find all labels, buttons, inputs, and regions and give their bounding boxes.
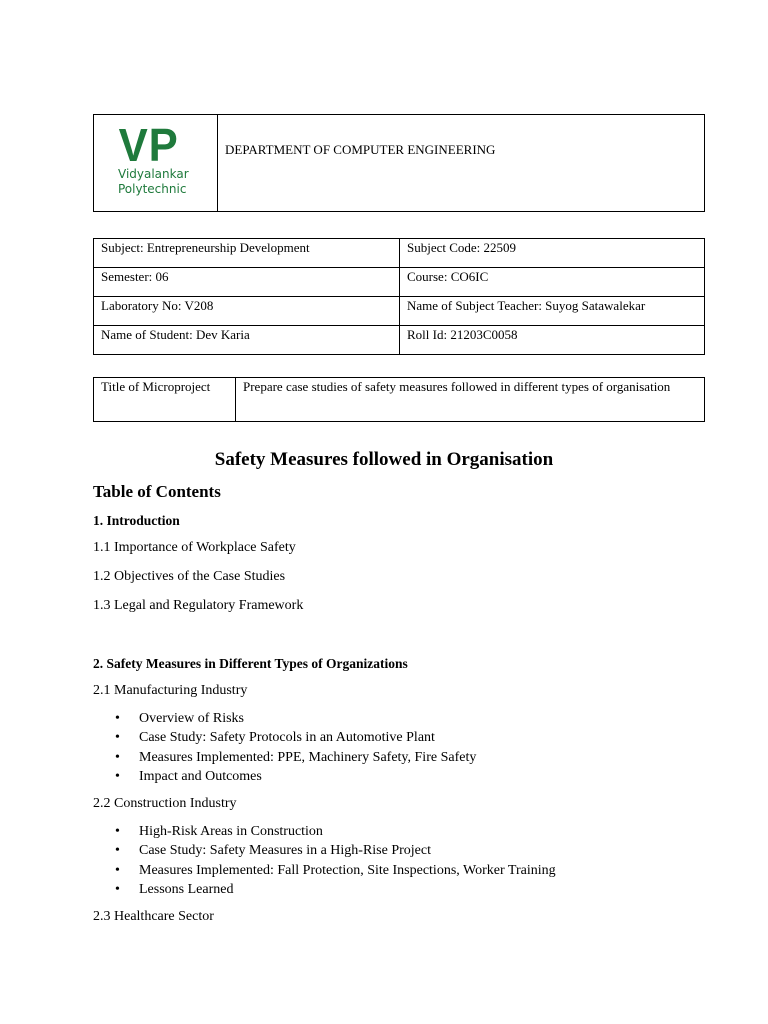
- subsection-title: 2.1 Manufacturing Industry: [93, 683, 248, 698]
- list-item: • Overview of Risks: [93, 709, 476, 728]
- subject-cell: Subject: Entrepreneurship Development: [94, 239, 400, 268]
- bullet-list: [93, 822, 556, 899]
- course-cell: Course: CO6IC: [400, 268, 705, 297]
- table-row: [94, 268, 705, 297]
- subject-code-cell: Subject Code: 22509: [400, 239, 705, 268]
- header-table: [93, 114, 705, 212]
- list-item: • Case Study: Safety Measures in a High-Rise Project: [93, 841, 556, 860]
- student-cell: Name of Student: Dev Karia: [94, 326, 400, 355]
- table-row: [94, 239, 705, 268]
- logo-text-line1: Vidyalankar: [118, 167, 189, 181]
- laboratory-cell: Laboratory No: V208: [94, 297, 400, 326]
- info-table: [93, 238, 705, 355]
- list-item: • Impact and Outcomes: [93, 767, 476, 786]
- toc-entry: 1.2 Objectives of the Case Studies: [93, 569, 286, 584]
- microproject-table: [93, 377, 705, 422]
- logo-cell: [94, 115, 218, 212]
- toc-entry: 1.1 Importance of Workplace Safety: [93, 540, 296, 555]
- subsection-title: 2.2 Construction Industry: [93, 796, 237, 811]
- toc-heading: Table of Contents: [93, 482, 221, 501]
- department-name: DEPARTMENT OF COMPUTER ENGINEERING: [218, 115, 705, 212]
- list-item: • Lessons Learned: [93, 880, 556, 899]
- table-row: [94, 297, 705, 326]
- list-item: • Case Study: Safety Protocols in an Automotive Plant: [93, 728, 476, 747]
- microproject-label: Title of Microproject: [94, 378, 236, 422]
- table-row: [94, 326, 705, 355]
- microproject-title: Prepare case studies of safety measures followed in different types of organisation: [236, 378, 705, 422]
- institute-logo: VP: [118, 119, 179, 171]
- bullet-list: [93, 709, 476, 786]
- roll-id-cell: Roll Id: 21203C0058: [400, 326, 705, 355]
- list-item: • High-Risk Areas in Construction: [93, 822, 556, 841]
- list-item: • Measures Implemented: Fall Protection, Site Inspections, Worker Training: [93, 861, 556, 880]
- semester-cell: Semester: 06: [94, 268, 400, 297]
- teacher-cell: Name of Subject Teacher: Suyog Satawalekar: [400, 297, 705, 326]
- toc-entry: 1.3 Legal and Regulatory Framework: [93, 598, 304, 613]
- subsection-title: 2.3 Healthcare Sector: [93, 909, 214, 924]
- document-title: Safety Measures followed in Organisation: [214, 449, 554, 470]
- section-heading-introduction: 1. Introduction: [93, 513, 180, 528]
- section-heading-safety-measures: 2. Safety Measures in Different Types of Organizations: [93, 656, 408, 671]
- logo-text-line2: Polytechnic: [118, 182, 187, 196]
- list-item: • Measures Implemented: PPE, Machinery Safety, Fire Safety: [93, 748, 476, 767]
